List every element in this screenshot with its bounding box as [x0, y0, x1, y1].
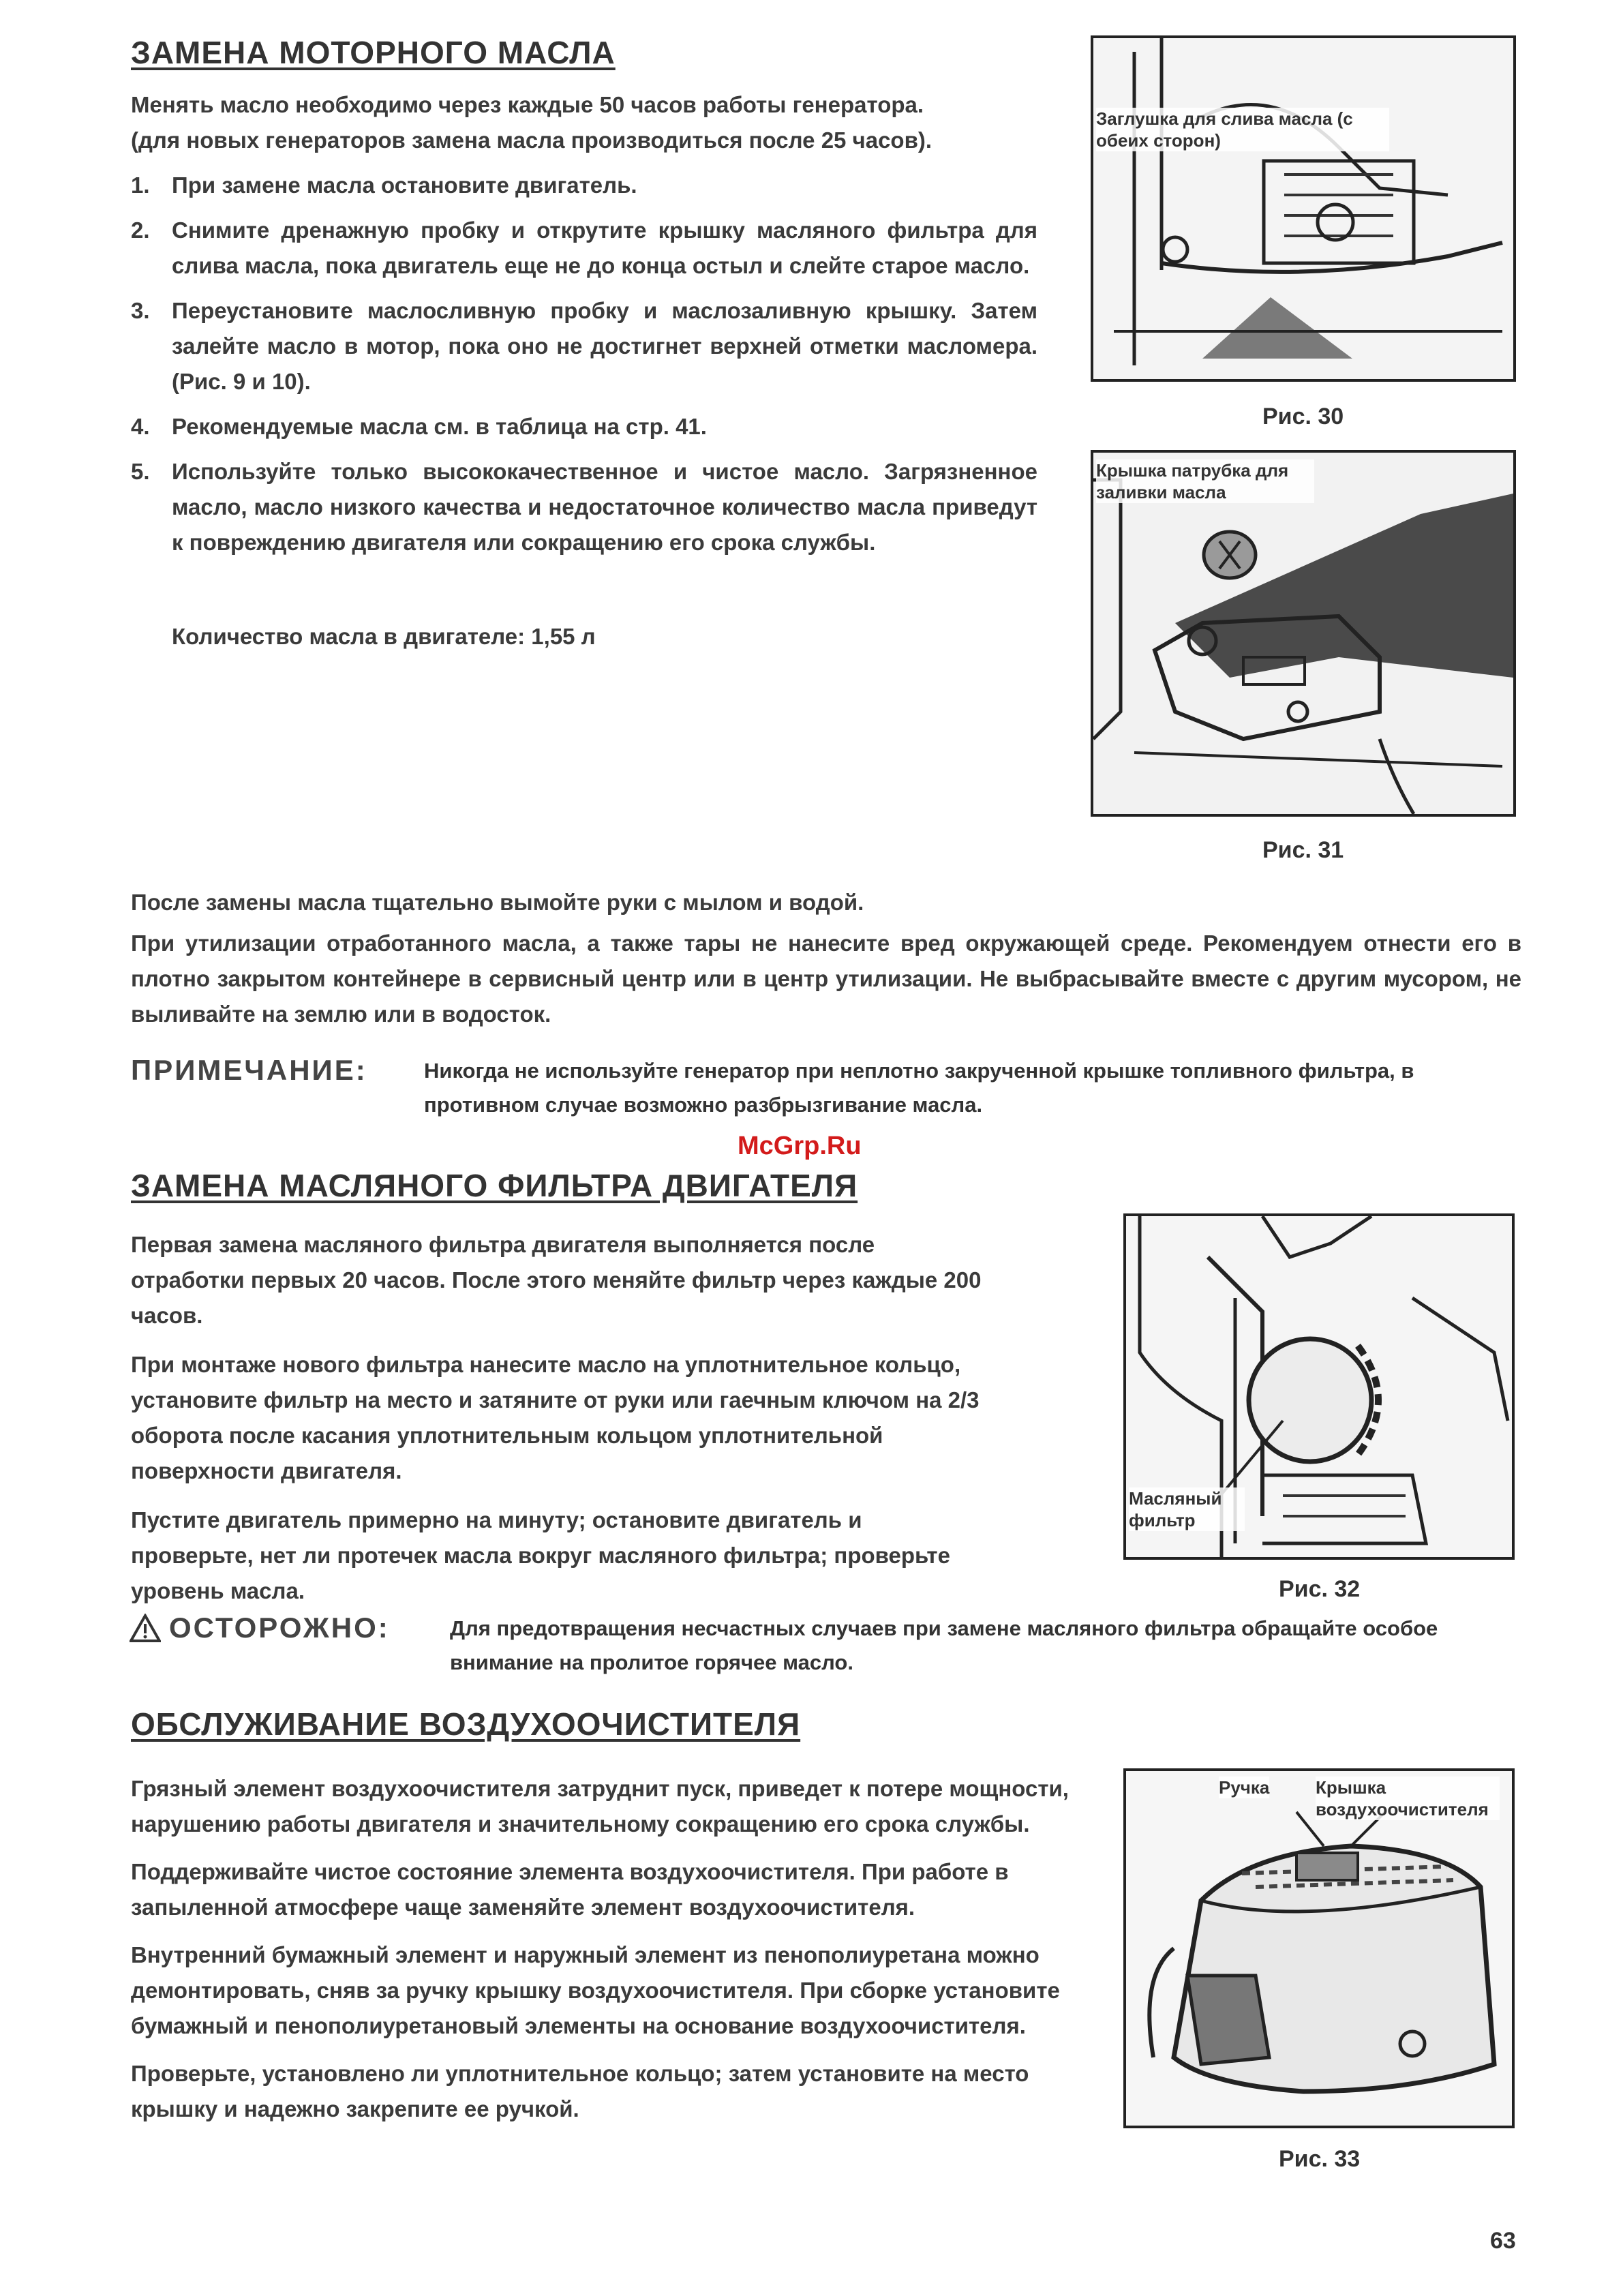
step-number: 5.	[131, 459, 150, 484]
oil-change-steps	[131, 168, 1037, 570]
fig30-label: Заглушка для слива масла (с обеих сторон)	[1096, 108, 1389, 151]
step-item	[131, 409, 1037, 444]
step-number: 1.	[131, 172, 150, 198]
warning-text: Для предотвращения несчастных случаев при замене масляного фильтра обращайте особое внимание на пролитое горячее масло.	[450, 1616, 1438, 1674]
warning-label: ОСТОРОЖНО:	[169, 1612, 390, 1644]
oil-filler-cap-illustration	[1093, 453, 1513, 814]
step-number: 4.	[131, 414, 150, 439]
fig30-caption: Рис. 30	[1262, 404, 1344, 429]
step-number: 2.	[131, 217, 150, 243]
step-text: Используйте только высококачественное и чистое масло. Загрязненное масло, масло низкого качества и недостаточное количество масла приведут к повреждению двигателя или сокращению его срока службы.	[172, 459, 1037, 555]
step-item	[131, 454, 1037, 560]
note-label: ПРИМЕЧАНИЕ:	[131, 1054, 367, 1086]
step-item	[131, 213, 1037, 284]
step-item	[131, 293, 1037, 399]
oil-change-intro	[131, 87, 1051, 158]
figure-30	[1091, 35, 1516, 382]
figure-31	[1091, 450, 1516, 817]
section-title-oil-filter: ЗАМЕНА МАСЛЯНОГО ФИЛЬТРА ДВИГАТЕЛЯ	[131, 1168, 858, 1203]
fig31-caption: Рис. 31	[1262, 837, 1344, 863]
engine-drain-plug-illustration	[1093, 38, 1513, 379]
figure-33	[1123, 1768, 1515, 2128]
intro-line-1: Менять масло необходимо через каждые 50 часов работы генератора.	[131, 92, 924, 117]
air-cleaner-p2: Поддерживайте чистое состояние элемента воздухоочистителя. При работе в запыленной атмосфере чаще заменяйте элемент воздухоочистителя.	[131, 1859, 1009, 1920]
oil-amount: Количество масла в двигателе: 1,55 л	[172, 624, 596, 649]
fig32-caption: Рис. 32	[1279, 1576, 1361, 1602]
step-text: Рекомендуемые масла см. в таблица на стр. 41.	[172, 414, 707, 439]
page-number: 63	[1490, 2228, 1516, 2254]
air-cleaner-p1: Грязный элемент воздухоочистителя затруднит пуск, приведет к потере мощности, нарушению работы двигателя и значительному сокращению его срока службы.	[131, 1776, 1069, 1837]
oil-filter-p1: Первая замена масляного фильтра двигателя выполняется после отработки первых 20 часов. После этого меняйте фильтр через каждые 200 часов.	[131, 1232, 982, 1328]
step-number: 3.	[131, 298, 150, 323]
fig33-label-handle: Ручка	[1219, 1777, 1270, 1798]
oil-filter-p2: При монтаже нового фильтра нанесите масло на уплотнительное кольцо, установите фильтр на место и затяните от руки или гаечным ключом на 2/3 оборота после касания уплотнительным кольцом уплотнительной поверхности двигателя.	[131, 1352, 980, 1483]
watermark: McGrp.Ru	[738, 1132, 862, 1160]
step-text: Снимите дренажную пробку и открутите крышку масляного фильтра для слива масла, пока двигатель еще не до конца остыл и слейте старое масло.	[172, 217, 1037, 278]
air-cleaner-paragraphs	[131, 1771, 1099, 2127]
fig33-caption: Рис. 33	[1279, 2146, 1361, 2172]
step-text: Переустановите маслосливную пробку и маслозаливную крышку. Затем залейте масло в мотор, пока оно не достигнет верхней отметки масломера. (Рис. 9 и 10).	[172, 298, 1037, 394]
oil-filter-p3: Пустите двигатель примерно на минуту; остановите двигатель и проверьте, нет ли протечек масла вокруг масляного фильтра; проверьте уровень масла.	[131, 1507, 950, 1603]
air-cleaner-p3: Внутренний бумажный элемент и наружный элемент из пенополиуретана можно демонтировать, сняв за ручку крышку воздухоочистителя. При сборке установите бумажный и пенополиуретановый элементы на основание воздухоочистителя.	[131, 1942, 1060, 2038]
oil-filter-paragraphs	[131, 1227, 990, 1609]
section-title-air-cleaner: ОБСЛУЖИВАНИЕ ВОЗДУХООЧИСТИТЕЛЯ	[131, 1706, 801, 1742]
section-title-oil-change: ЗАМЕНА МОТОРНОГО МАСЛА	[131, 35, 616, 70]
fig32-label: Масляный фильтр	[1129, 1487, 1245, 1531]
air-cleaner-p4: Проверьте, установлено ли уплотнительное кольцо; затем установите на место крышку и надежно закрепите ее ручкой.	[131, 2061, 1029, 2121]
fig31-label: Крышка патрубка для заливки масла	[1096, 459, 1314, 503]
fig33-label-cover: Крышка воздухоочистителя	[1316, 1777, 1500, 1820]
step-item	[131, 168, 1037, 203]
after-change-wash-hands: После замены масла тщательно вымойте руки с мылом и водой.	[131, 890, 864, 915]
note-text: Никогда не используйте генератор при неплотно закрученной крышке топливного фильтра, в противном случае возможно разбрызгивание масла.	[424, 1059, 1414, 1117]
air-cleaner-illustration	[1126, 1771, 1512, 2126]
step-text: При замене масла остановите двигатель.	[172, 172, 637, 198]
intro-line-2: (для новых генераторов замена масла производиться после 25 часов).	[131, 127, 932, 153]
disposal-paragraph: При утилизации отработанного масла, а также тары не нанесите вред окружающей среде. Рекомендуем отнести его в плотно закрытом контейнере в сервисный центр или в центр утилизации. Не выбрасывайте вместе с другим мусором, не выливайте на землю или в водосток.	[131, 931, 1521, 1027]
warning-label-group	[130, 1612, 390, 1644]
warning-triangle-icon	[130, 1614, 161, 1642]
